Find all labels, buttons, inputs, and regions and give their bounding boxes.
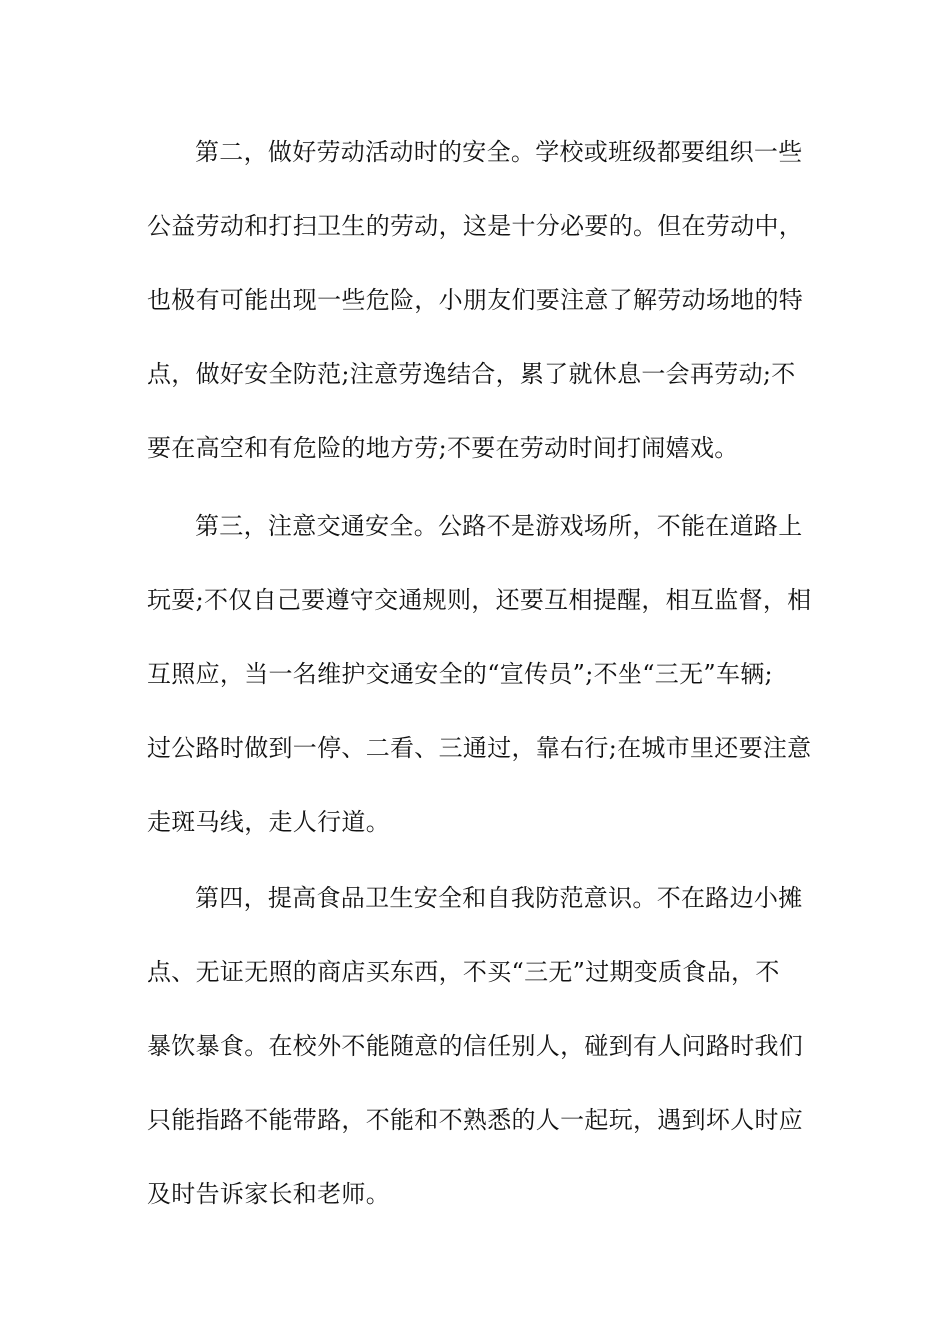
paragraph-2-line-4: 过公路时做到一停、二看、三通过，靠右行;在城市里还要注意	[147, 734, 812, 762]
paragraph-1-line-4: 点，做好安全防范;注意劳逸结合，累了就休息一会再劳动;不	[147, 360, 796, 388]
paragraph-3-line-3: 暴饮暴食。在校外不能随意的信任别人，碰到有人问路时我们	[147, 1032, 804, 1060]
paragraph-1-line-1: 第二，做好劳动活动时的安全。学校或班级都要组织一些	[195, 138, 803, 166]
paragraph-3-line-2: 点、无证无照的商店买东西，不买“三无”过期变质食品，不	[147, 958, 780, 986]
paragraph-3-line-5: 及时告诉家长和老师。	[147, 1180, 390, 1208]
paragraph-2-line-1: 第三，注意交通安全。公路不是游戏场所，不能在道路上	[195, 512, 803, 540]
paragraph-1-line-5: 要在高空和有危险的地方劳;不要在劳动时间打闹嬉戏。	[147, 434, 739, 462]
paragraph-2-line-3: 互照应，当一名维护交通安全的“宣传员”;不坐“三无”车辆;	[147, 660, 773, 688]
paragraph-3-line-4: 只能指路不能带路，不能和不熟悉的人一起玩，遇到坏人时应	[147, 1106, 804, 1134]
paragraph-1-line-3: 也极有可能出现一些危险，小朋友们要注意了解劳动场地的特	[147, 286, 804, 314]
paragraph-2-line-2: 玩耍;不仅自己要遵守交通规则，还要互相提醒，相互监督，相	[147, 586, 812, 614]
paragraph-1-line-2: 公益劳动和打扫卫生的劳动，这是十分必要的。但在劳动中，	[147, 212, 804, 240]
paragraph-3-line-1: 第四，提高食品卫生安全和自我防范意识。不在路边小摊	[195, 884, 803, 912]
paragraph-2-line-5: 走斑马线，走人行道。	[147, 808, 390, 836]
